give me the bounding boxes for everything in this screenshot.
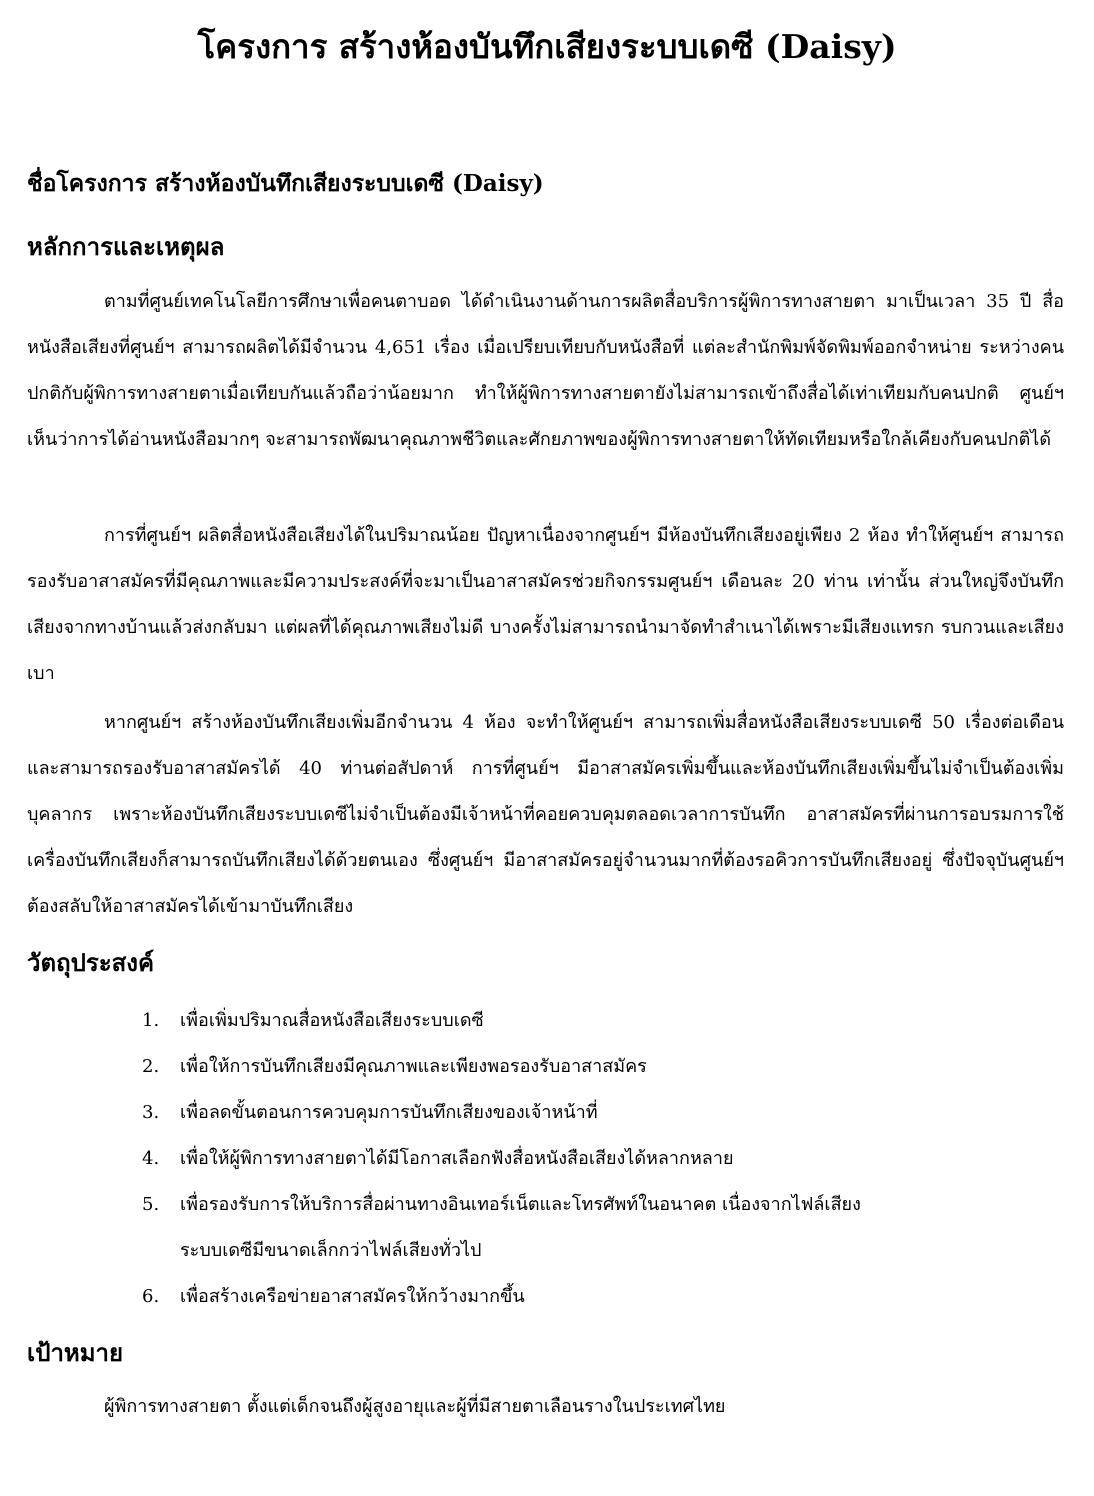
objective-text: เพื่อลดขั้นตอนการควบคุมการบันทึกเสียงของเจ้าหน้าที่ xyxy=(180,1102,598,1123)
objective-number: 2. xyxy=(142,1056,160,1077)
objective-item xyxy=(140,998,900,1044)
rationale-paragraph-2-text: การที่ศูนย์ฯ ผลิตสื่อหนังสือเสียงได้ในปริมาณน้อย ปัญหาเนื่องจากศูนย์ฯ มีห้องบันทึกเสียงอยู่เพียง 2 ห้อง ทำให้ศูนย์ฯ สามารถรองรับอาสาสมัครที่มีคุณภาพและมีความประสงค์ที่จะมาเป็นอาสาสมัครช่วยกิจกรรมศูนย์ฯ เดือนละ 20 ท่าน เท่านั้น ส่วนใหญ่จึงบันทึกเสียงจากทางบ้านแล้วส่งกลับมา แต่ผลที่ได้คุณภาพเสียงไม่ดี บางครั้งไม่สามารถนำมาจัดทำสำเนาได้เพราะมีเสียงแทรก รบกวนและเสียงเบา xyxy=(27,525,1064,684)
objectives-list xyxy=(140,998,900,1320)
objective-text: เพื่อให้การบันทึกเสียงมีคุณภาพและเพียงพอรองรับอาสาสมัคร xyxy=(180,1056,647,1077)
objective-item xyxy=(140,1044,900,1090)
project-name: ชื่อโครงการ สร้างห้องบันทึกเสียงระบบเดซี (Daisy) xyxy=(27,170,544,197)
objective-item xyxy=(140,1182,900,1274)
objective-text: เพื่อให้ผู้พิการทางสายตาได้มีโอกาสเลือกฟังสื่อหนังสือเสียงได้หลากหลาย xyxy=(180,1148,734,1169)
rationale-paragraph-3 xyxy=(27,700,1064,930)
objective-number: 3. xyxy=(142,1102,160,1123)
target-heading: เป้าหมาย xyxy=(27,1338,124,1367)
rationale-paragraph-1 xyxy=(27,279,1064,463)
objective-number: 4. xyxy=(142,1148,160,1169)
rationale-paragraph-2 xyxy=(27,513,1064,697)
objectives-heading: วัตถุประสงค์ xyxy=(27,948,155,977)
objective-item xyxy=(140,1090,900,1136)
objective-item xyxy=(140,1274,900,1320)
rationale-paragraph-1-text: ตามที่ศูนย์เทคโนโลยีการศึกษาเพื่อคนตาบอด ได้ดำเนินงานด้านการผลิตสื่อบริการผู้พิการทางสายตา มาเป็นเวลา 35 ปี สื่อหนังสือเสียงที่ศูนย์ฯ สามารถผลิตได้มีจำนวน 4,651 เรื่อง เมื่อเปรียบเทียบกับหนังสือที่ แต่ละสำนักพิมพ์จัดพิมพ์ออกจำหน่าย ระหว่างคนปกติกับผู้พิการทางสายตาเมื่อเทียบกันแล้วถือว่าน้อยมาก ทำให้ผู้พิการทางสายตายังไม่สามารถเข้าถึงสื่อได้เท่าเทียมกับคนปกติ ศูนย์ฯ เห็นว่าการได้อ่านหนังสือมากๆ จะสามารถพัฒนาคุณภาพชีวิตและศักยภาพของผู้พิการทางสายตาให้ทัดเทียมหรือใกล้เคียงกับคนปกติได้ xyxy=(27,291,1064,450)
rationale-paragraph-3-text: หากศูนย์ฯ สร้างห้องบันทึกเสียงเพิ่มอีกจำนวน 4 ห้อง จะทำให้ศูนย์ฯ สามารถเพิ่มสื่อหนังสือเสียงระบบเดซี 50 เรื่องต่อเดือน และสามารถรองรับอาสาสมัครได้ 40 ท่านต่อสัปดาห์ การที่ศูนย์ฯ มีอาสาสมัครเพิ่มขึ้นและห้องบันทึกเสียงเพิ่มขึ้นไม่จำเป็นต้องเพิ่มบุคลากร เพราะห้องบันทึกเสียงระบบเดซีไม่จำเป็นต้องมีเจ้าหน้าที่คอยควบคุมตลอดเวลาการบันทึก อาสาสมัครที่ผ่านการอบรมการใช้เครื่องบันทึกเสียงก็สามารถบันทึกเสียงได้ด้วยตนเอง ซึ่งศูนย์ฯ มีอาสาสมัครอยู่จำนวนมากที่ต้องรอคิวการบันทึกเสียงอยู่ ซึ่งปัจจุบันศูนย์ฯ ต้องสลับให้อาสาสมัครได้เข้ามาบันทึกเสียง xyxy=(27,712,1064,917)
objective-number: 5. xyxy=(142,1194,160,1215)
objective-text: เพื่อรองรับการให้บริการสื่อผ่านทางอินเทอร์เน็ตและโทรศัพท์ในอนาคต เนื่องจากไฟล์เสียงระบบเดซีมีขนาดเล็กกว่าไฟล์เสียงทั่วไป xyxy=(180,1194,861,1261)
objective-text: เพื่อสร้างเครือข่ายอาสาสมัครให้กว้างมากขึ้น xyxy=(180,1286,525,1307)
objective-number: 1. xyxy=(142,1010,160,1031)
target-text: ผู้พิการทางสายตา ตั้งแต่เด็กจนถึงผู้สูงอายุและผู้ที่มีสายตาเลือนรางในประเทศไทย xyxy=(104,1396,726,1417)
objective-item xyxy=(140,1136,900,1182)
rationale-heading: หลักการและเหตุผล xyxy=(27,232,225,261)
objective-text: เพื่อเพิ่มปริมาณสื่อหนังสือเสียงระบบเดซี xyxy=(180,1010,484,1031)
document-title: โครงการ สร้างห้องบันทึกเสียงระบบเดซี (Daisy) xyxy=(197,27,897,66)
objective-number: 6. xyxy=(142,1286,160,1307)
